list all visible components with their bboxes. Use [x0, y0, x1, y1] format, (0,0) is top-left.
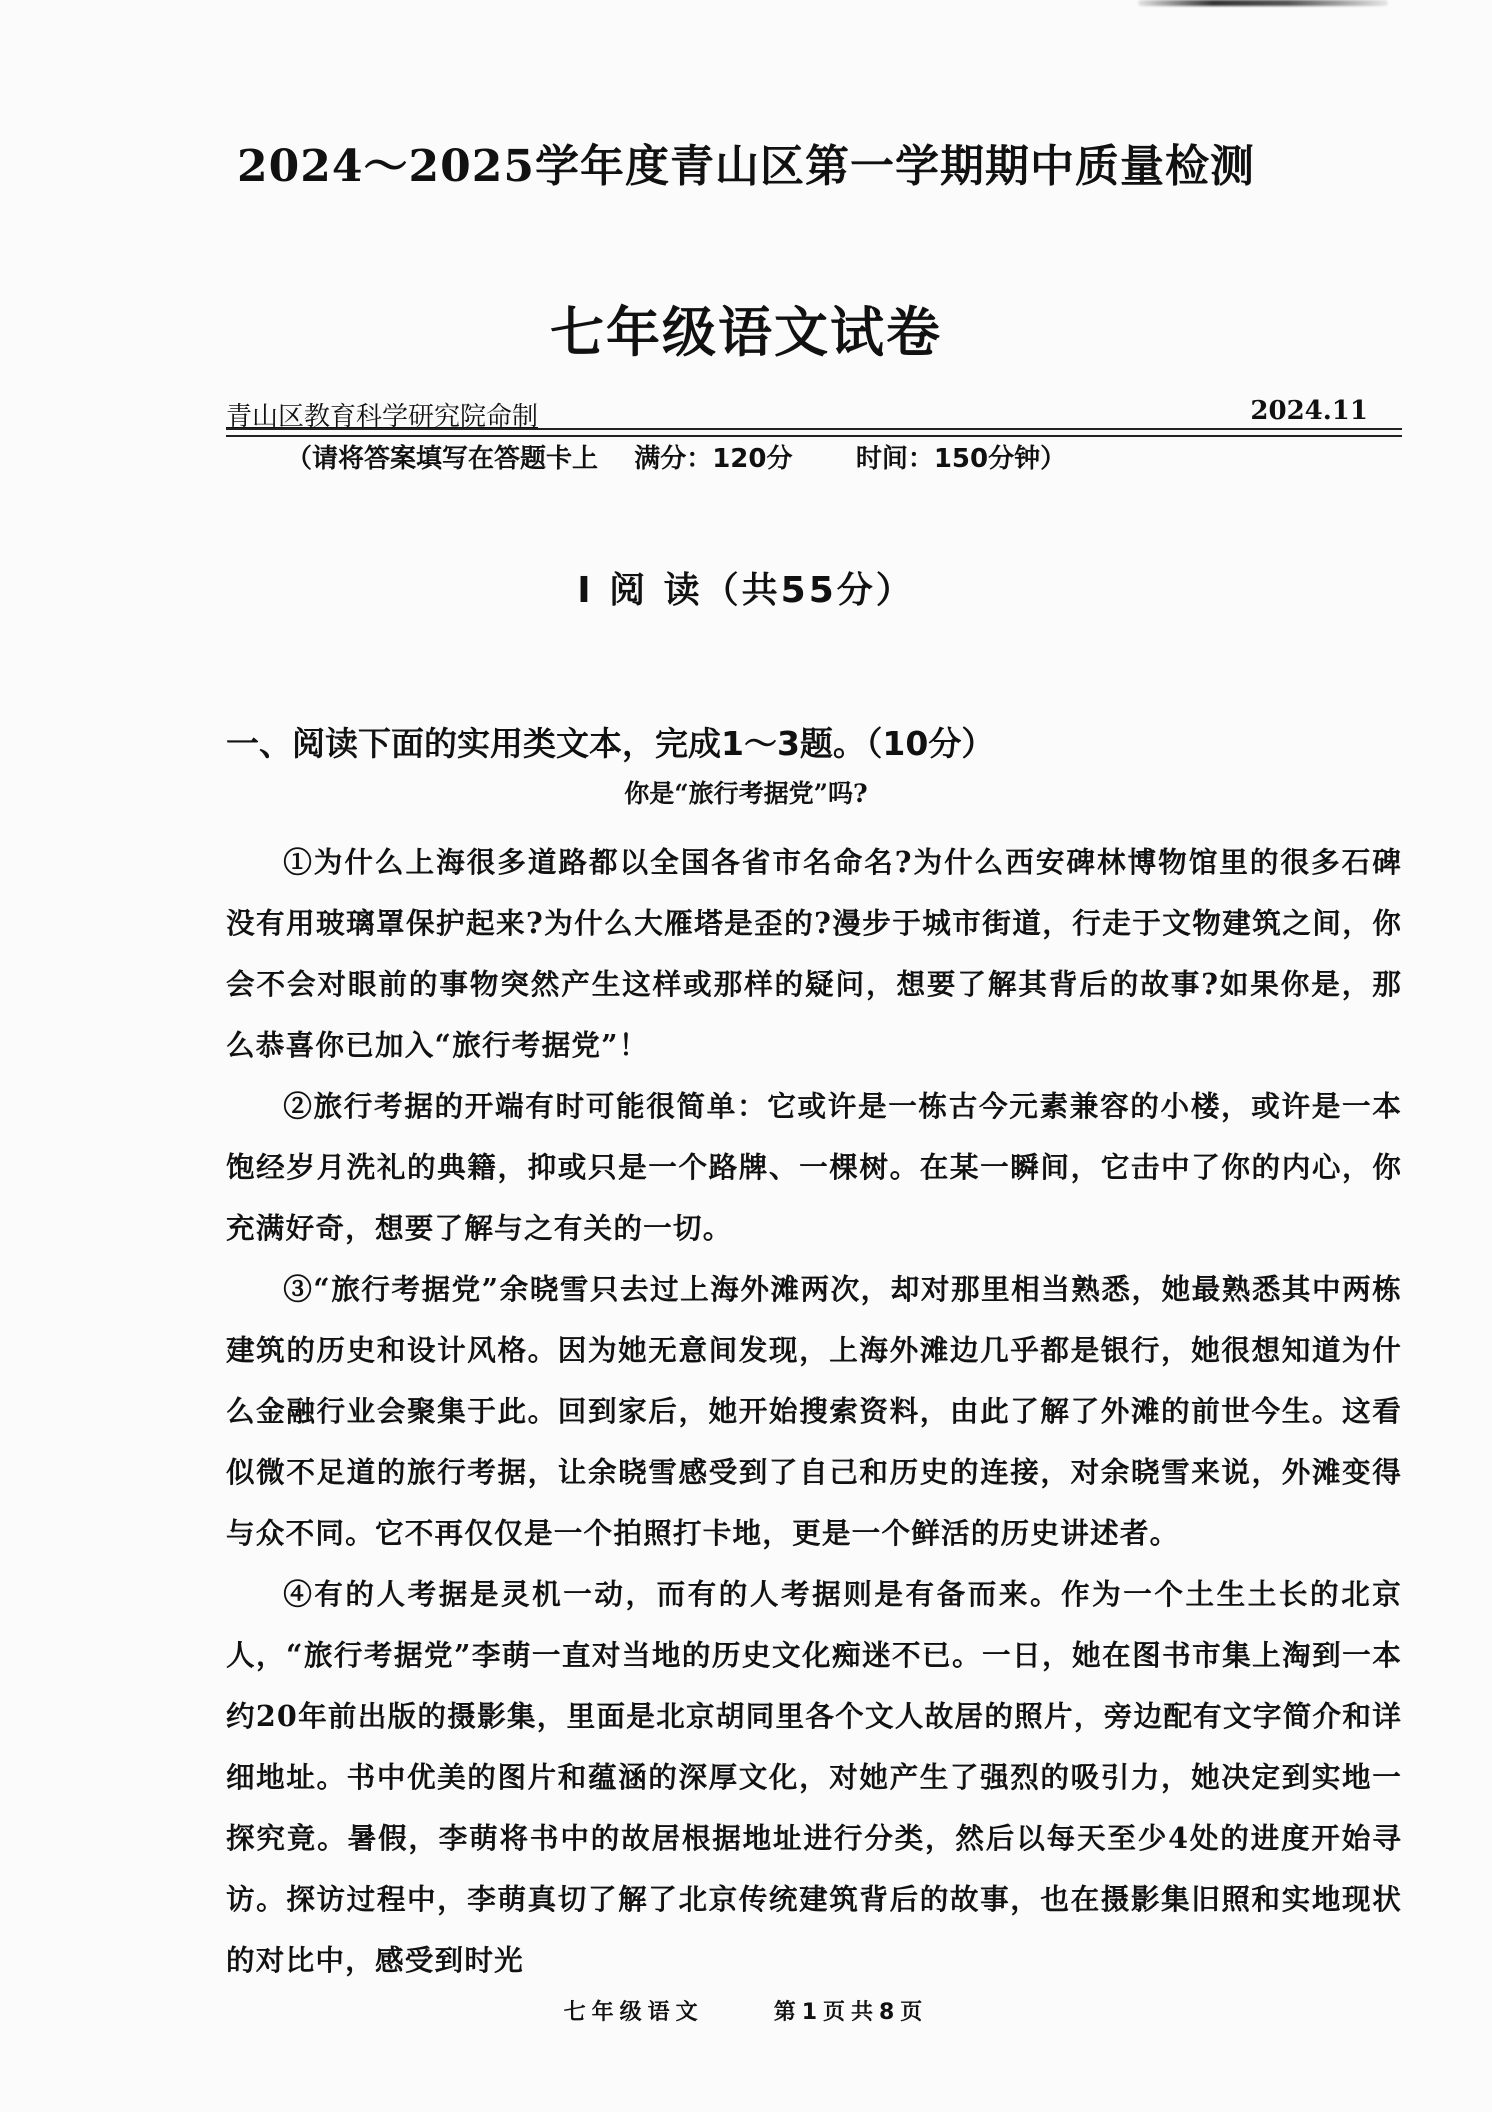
issuer-row [226, 396, 1402, 432]
scan-artifact [1138, 0, 1388, 6]
exam-title: 2024～2025学年度青山区第一学期期中质量检测 [237, 141, 1255, 192]
page-footer [0, 1995, 1492, 2026]
footer-page-info: 第1页共8页 [773, 2000, 929, 2025]
footer-subject: 七年级语文 [563, 2000, 704, 2025]
header-divider [226, 428, 1402, 437]
paragraph-1: ①为什么上海很多道路都以全国各省市名命名?为什么西安碑林博物馆里的很多石碑没有用玻璃罩保护起来?为什么大雁塔是歪的?漫步于城市街道，行走于文物建筑之间，你会不会对眼前的事物突然产生这样或那样的疑问，想要了解其背后的故事?如果你是，那么恭喜你已加入“旅行考据党”！ [226, 845, 1402, 1062]
exam-date: 2024.11 [1250, 396, 1368, 426]
paragraph-4: ④有的人考据是灵机一动，而有的人考据则是有备而来。作为一个土生土长的北京人，“旅行考据党”李萌一直对当地的历史文化痴迷不已。一日，她在图书市集上淘到一本约20年前出版的摄影集，里面是北京胡同里各个文人故居的照片，旁边配有文字简介和详细地址。书中优美的图片和蕴涵的深厚文化，对她产生了强烈的吸引力，她决定到实地一探究竟。暑假，李萌将书中的故居根据地址进行分类，然后以每天至少4处的进度开始寻访。探访过程中，李萌真切了解了北京传统建筑背后的故事，也在摄影集旧照和实地现状的对比中，感受到时光 [226, 1577, 1402, 1977]
paper-title: 七年级语文试卷 [550, 301, 942, 364]
article-title: 你是“旅行考据党”吗? [624, 779, 868, 808]
question-heading: 一、阅读下面的实用类文本，完成1～3题。（10分） [226, 724, 995, 763]
paragraph-3: ③“旅行考据党”余晓雪只去过上海外滩两次，却对那里相当熟悉，她最熟悉其中两栋建筑的历史和设计风格。因为她无意间发现，上海外滩边几乎都是银行，她很想知道为什么金融行业会聚集于此。回到家后，她开始搜索资料，由此了解了外滩的前世今生。这看似微不足道的旅行考据，让余晓雪感受到了自己和历史的连接，对余晓雪来说，外滩变得与众不同。它不再仅仅是一个拍照打卡地，更是一个鲜活的历史讲述者。 [226, 1272, 1402, 1550]
paragraph-2: ②旅行考据的开端有时可能很简单：它或许是一栋古今元素兼容的小楼，或许是一本饱经岁月洗礼的典籍，抑或只是一个路牌、一棵树。在某一瞬间，它击中了你的内心，你充满好奇，想要了解与之有关的一切。 [226, 1089, 1402, 1245]
section-heading: Ⅰ 阅 读（共55分） [577, 570, 915, 611]
issuer: 青山区教育科学研究院命制 [226, 402, 539, 432]
exam-instructions: （请将答案填写在答题卡上 满分：120分 时间：150分钟） [286, 444, 1067, 474]
article-body [226, 832, 1402, 1991]
